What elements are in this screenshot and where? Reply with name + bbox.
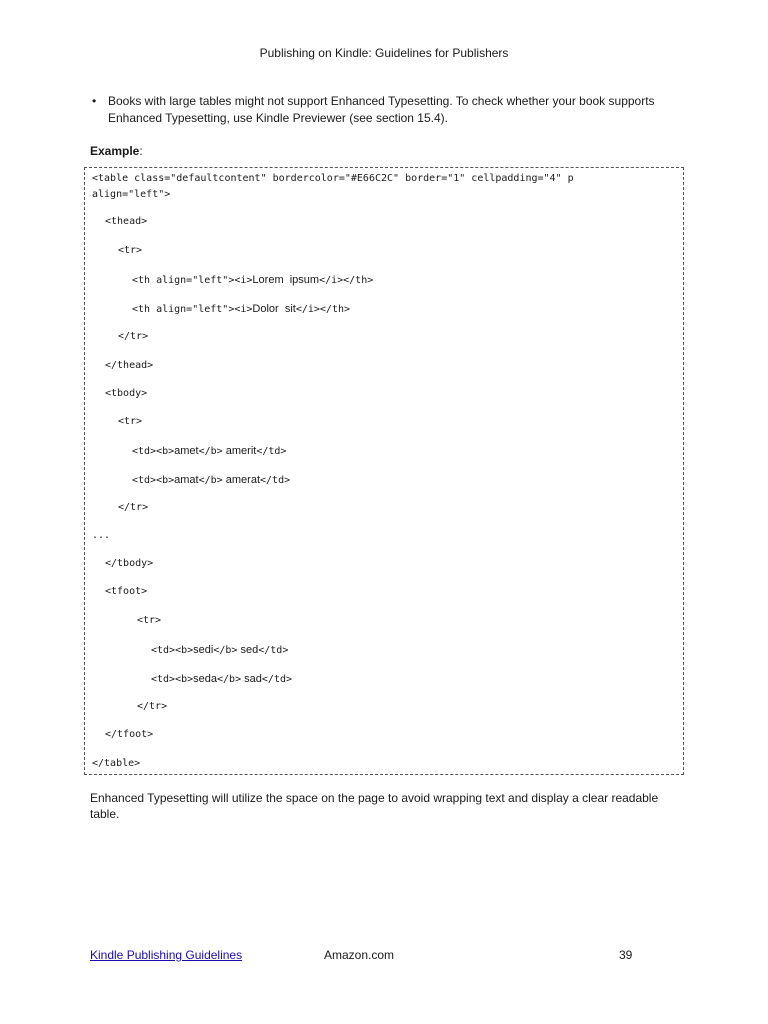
bullet-text: Books with large tables might not support Enhanced Typesetting. To check whether your book supports Enhanced Typesetting, use Kindle Previewer (see section 15.4). — [108, 94, 655, 125]
code-content: amet — [174, 445, 199, 457]
code-line: </tfoot> — [105, 729, 154, 740]
code-content: sedi — [193, 644, 214, 656]
code-line — [132, 274, 373, 287]
code-content: sad — [241, 673, 262, 685]
code-line — [132, 474, 290, 487]
code-tag: </td> — [256, 446, 287, 457]
code-line — [151, 644, 288, 657]
code-tag: <td><b> — [132, 475, 175, 486]
code-content: Dolor sit — [252, 303, 296, 315]
code-tag: <td><b> — [151, 645, 194, 656]
code-line: <tr> — [118, 416, 143, 427]
footer-guidelines-link[interactable]: Kindle Publishing Guidelines — [90, 948, 243, 962]
code-example-box — [84, 167, 684, 775]
code-line: <tr> — [118, 245, 143, 256]
code-tag: <th align="left"><i> — [132, 275, 253, 286]
code-tag: <td><b> — [151, 674, 194, 685]
example-heading: Example — [90, 144, 140, 158]
code-tag: <th align="left"><i> — [132, 304, 253, 315]
code-content: amat — [174, 474, 199, 486]
code-line: </table> — [92, 758, 141, 769]
code-tag: <td><b> — [132, 446, 175, 457]
code-line: <thead> — [105, 216, 148, 227]
code-content: sed — [237, 644, 259, 656]
code-line: <table class="defaultcontent" bordercolor="#E66C2C" border="1" cellpadding="4" p — [92, 173, 574, 184]
code-line: </thead> — [105, 360, 154, 371]
code-content: Lorem ipsum — [252, 274, 320, 286]
code-line — [132, 445, 286, 458]
code-line: </tr> — [118, 331, 149, 342]
bullet-item — [92, 93, 688, 127]
code-tag: </td> — [258, 645, 289, 656]
code-tag: </i></th> — [319, 275, 374, 286]
code-line — [151, 673, 292, 686]
bullet-icon: • — [92, 94, 97, 108]
code-tag: </i></th> — [295, 304, 351, 315]
code-line: <tfoot> — [105, 586, 148, 597]
code-line: </tr> — [137, 701, 168, 712]
code-tag: </b> — [213, 645, 238, 656]
code-line — [132, 303, 350, 316]
page-number: 39 — [619, 948, 633, 962]
footer-site: Amazon.com — [324, 948, 395, 962]
code-line: align="left"> — [92, 189, 171, 200]
code-line: </tr> — [118, 502, 149, 513]
code-content: amerat — [222, 474, 261, 486]
code-line: ... — [92, 530, 111, 541]
code-line: </tbody> — [105, 558, 154, 569]
code-tag: </b> — [217, 674, 242, 685]
code-tag: </b> — [198, 475, 223, 486]
code-tag: </b> — [198, 446, 223, 457]
code-line: <tr> — [137, 615, 162, 626]
code-content: amerit — [222, 445, 257, 457]
code-content: seda — [193, 673, 218, 685]
code-tag: </td> — [260, 475, 291, 486]
example-label — [90, 143, 143, 159]
code-tag: </td> — [261, 674, 293, 685]
body-paragraph: Enhanced Typesetting will utilize the space on the page to avoid wrapping text and display a clear readable table. — [90, 791, 659, 821]
example-colon: : — [139, 144, 143, 158]
page-header: Publishing on Kindle: Guidelines for Publishers — [259, 46, 509, 60]
code-line: <tbody> — [105, 388, 148, 399]
